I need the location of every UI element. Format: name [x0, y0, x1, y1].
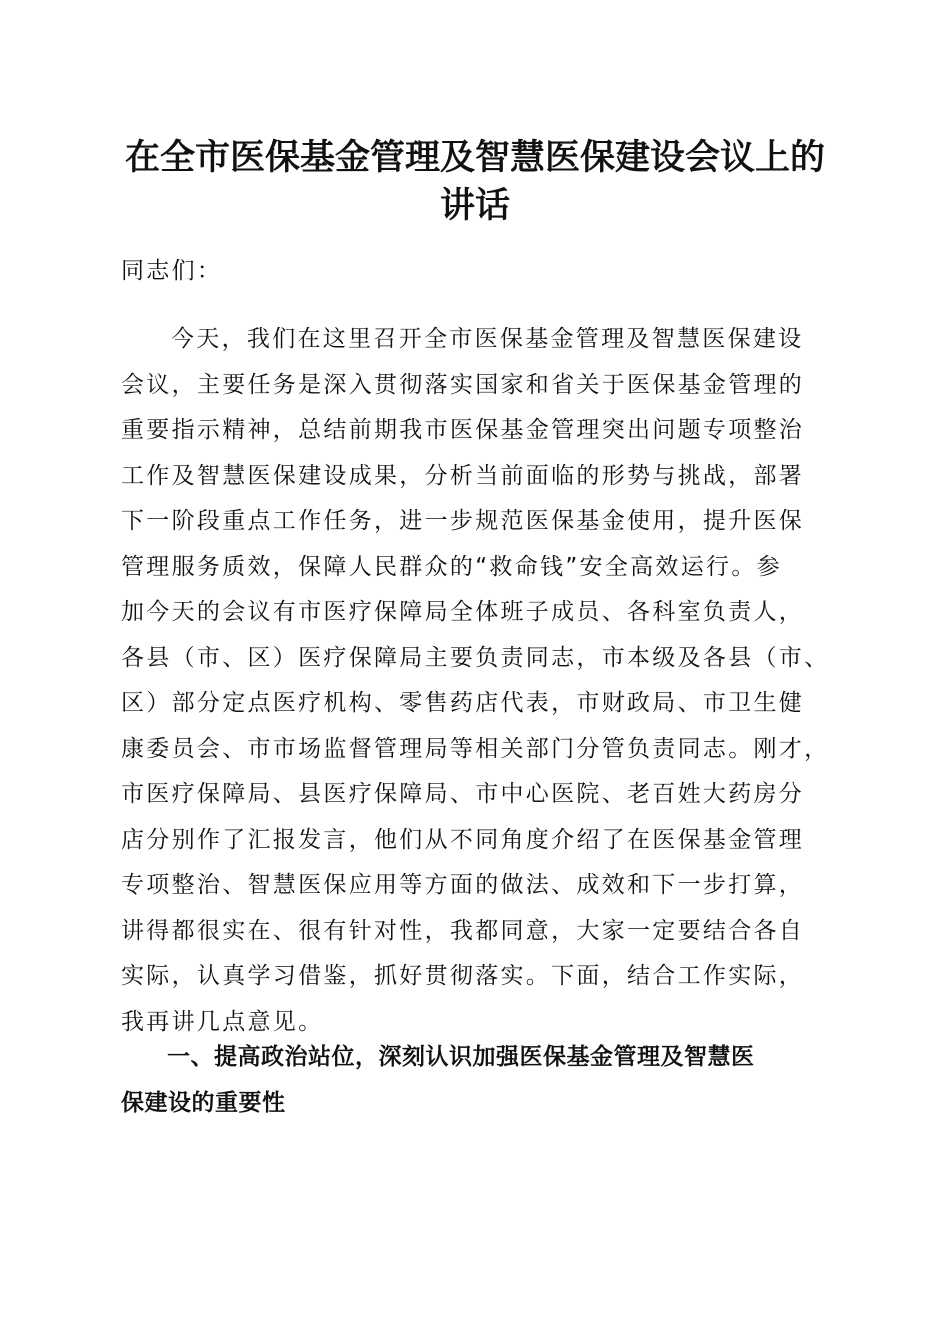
paragraph-line: 管理服务质效，保障人民群众的“救命钱”安全高效运行。参: [121, 553, 782, 580]
paragraph-line: 实际，认真学习借鉴，抓好贯彻落实。下面，结合工作实际，: [121, 963, 805, 989]
paragraph-line: 专项整治、智慧医保应用等方面的做法、成效和下一步打算，: [121, 872, 805, 898]
heading-line: 一、提高政治站位，深刻认识加强医保基金管理及智慧医: [167, 1044, 755, 1070]
paragraph-line: 工作及智慧医保建设成果，分析当前面临的形势与挑战，部署: [121, 462, 805, 489]
title-line: 讲话: [439, 185, 510, 226]
paragraph-line: 我再讲几点意见。: [121, 1008, 324, 1035]
opening-paragraph: [121, 317, 829, 1045]
section-heading: [121, 1034, 829, 1126]
paragraph-line: 康委员会、市市场监督管理局等相关部门分管负责同志。刚才，: [121, 735, 830, 762]
paragraph-line: 加今天的会议有市医疗保障局全体班子成员、各科室负责人，: [121, 599, 805, 625]
paragraph-line: 今天，我们在这里召开全市医保基金管理及智慧医保建设: [171, 326, 804, 352]
paragraph-line: 下一阶段重点工作任务，进一步规范医保基金使用，提升医保: [121, 508, 805, 534]
paragraph-line: 市医疗保障局、县医疗保障局、市中心医院、老百姓大药房分: [121, 781, 805, 807]
document-title: [121, 134, 829, 230]
paragraph-line: 会议，主要任务是深入贯彻落实国家和省关于医保基金管理的: [121, 371, 805, 398]
paragraph-line: 区）部分定点医疗机构、零售药店代表，市财政局、市卫生健: [121, 690, 805, 716]
paragraph-line: 重要指示精神，总结前期我市医保基金管理突出问题专项整治: [121, 417, 805, 443]
paragraph-line: 各县（市、区）医疗保障局主要负责同志，市本级及各县（市、: [121, 644, 830, 671]
paragraph-line: 讲得都很实在、很有针对性，我都同意，大家一定要结合各自: [121, 917, 805, 944]
title-line: 在全市医保基金管理及智慧医保建设会议上的: [124, 137, 825, 178]
salutation: 同志们：: [121, 258, 223, 284]
heading-line: 保建设的重要性: [121, 1090, 286, 1116]
paragraph-line: 店分别作了汇报发言，他们从不同角度介绍了在医保基金管理: [121, 826, 805, 853]
